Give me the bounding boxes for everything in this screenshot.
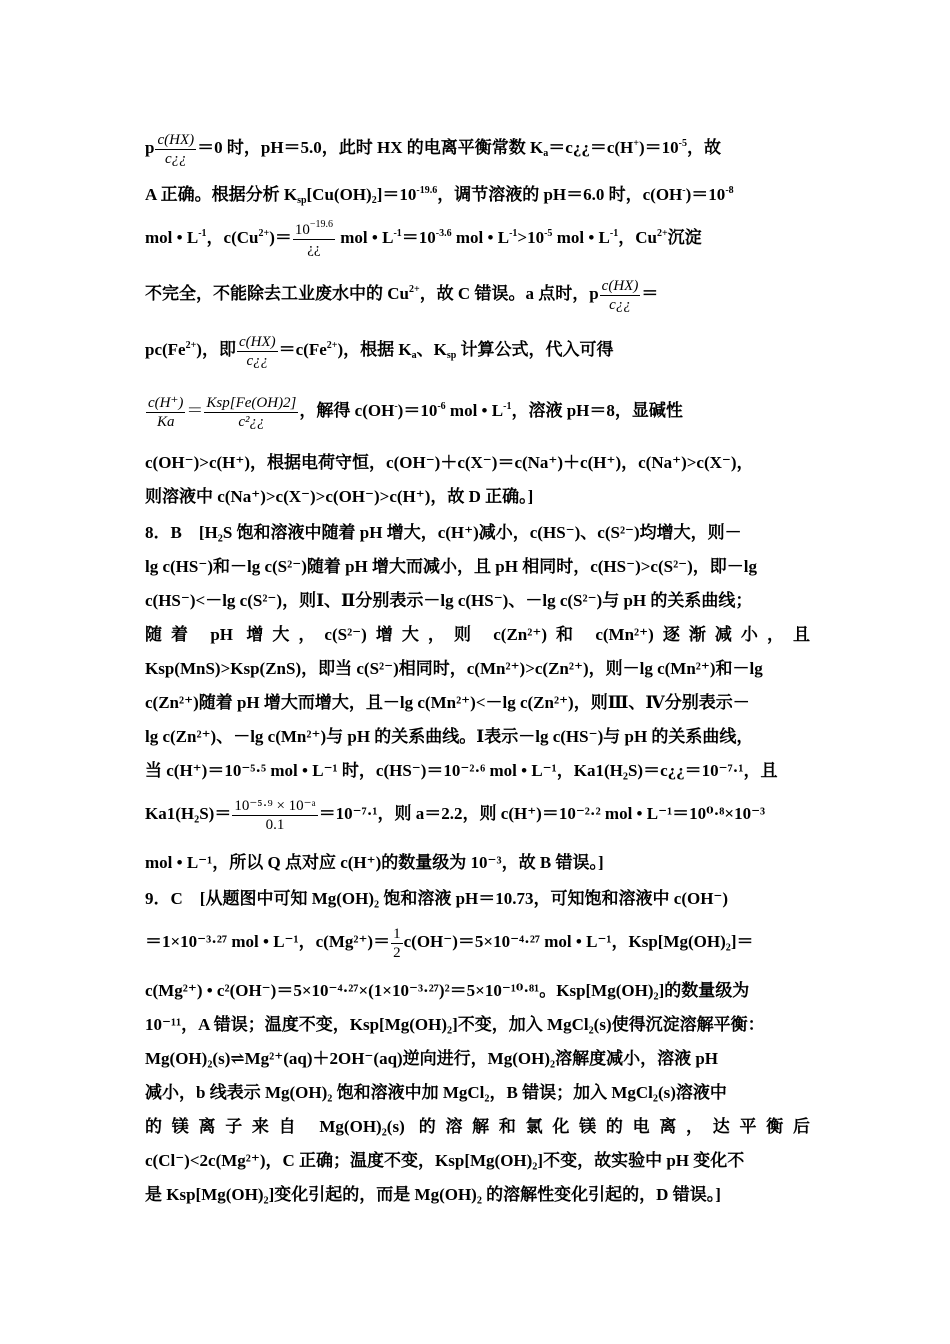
text: ＝c¿¿＝c(H xyxy=(548,138,634,157)
text-line-15: lg c(Zn²⁺)、－lg c(Mn²⁺)与 pH 的关系曲线。Ⅰ表示－lg c(HS⁻)与 pH 的关系曲线， xyxy=(145,727,754,746)
fraction-denominator: c¿¿ xyxy=(164,150,187,167)
text-line-5 xyxy=(145,328,810,372)
text: 不完全，不能除去工业废水中的 Cu xyxy=(145,284,409,303)
text-line-10: lg c(HS⁻)和－lg c(S²⁻)随着 pH 增大而减小，且 pH 相同时，c(HS⁻)>c(S²⁻)，即－lg xyxy=(145,557,758,576)
fraction xyxy=(232,797,317,834)
text: ，调节溶液的 pH＝6.0 时，c(OH xyxy=(437,185,683,204)
text-line-4 xyxy=(145,272,810,316)
fraction-denominator: 2 xyxy=(393,944,401,961)
text-line-13: Ksp(MnS)>Ksp(ZnS)，即当 c(S²⁻)相同时，c(Mn²⁺)>c(Zn²⁺)，则－lg c(Mn²⁺)和－lg xyxy=(145,659,763,678)
superscript: -1 xyxy=(198,228,207,239)
superscript: -8 xyxy=(725,185,734,196)
subscript: a xyxy=(411,350,417,361)
fraction xyxy=(600,277,641,314)
text-line-9: 8．B [H₂S 饱和溶液中随着 pH 增大，c(H⁺)减小，c(HS⁻)、c(S²⁻)均增大，则－ xyxy=(145,523,742,542)
text-line-11: c(HS⁻)<－lg c(S²⁻)，则Ⅰ、Ⅱ分别表示－lg c(HS⁻)、－lg c(S²⁻)与 pH 的关系曲线； xyxy=(145,591,753,610)
fraction-numerator: 1 xyxy=(393,925,401,942)
fraction-numerator: c(H⁺) xyxy=(148,394,184,411)
superscript: -1 xyxy=(393,228,402,239)
text: Ka1(H₂S)＝ xyxy=(145,804,232,823)
superscript: - xyxy=(682,185,686,196)
text: ＝10 xyxy=(401,228,436,247)
superscript: -3.6 xyxy=(435,228,452,239)
text-line-27: 是 Ksp[Mg(OH)₂]变化引起的，而是 Mg(OH)₂ 的溶解性变化引起的，D 错误。] xyxy=(145,1185,721,1204)
text: 10 xyxy=(294,221,310,238)
text: [Cu(OH) xyxy=(306,185,372,204)
subscript: sp xyxy=(297,195,307,206)
fraction-denominator: ¿¿ xyxy=(307,240,321,257)
text-line-17 xyxy=(145,792,810,836)
fraction xyxy=(293,218,335,258)
text: c(OH⁻)＝5×10⁻⁴·²⁷ mol • L⁻¹，Ksp[Mg(OH)₂]＝ xyxy=(403,932,754,951)
superscript: 2+ xyxy=(326,340,338,351)
text-line-21: c(Mg²⁺) • c²(OH⁻)＝5×10⁻⁴·²⁷×(1×10⁻³·²⁷)²＝5×10⁻¹⁰·⁸¹。Ksp[Mg(OH)₂]的数量级为 xyxy=(145,981,750,1000)
fraction xyxy=(391,925,403,962)
fraction-denominator: 0.1 xyxy=(265,816,285,833)
text-line-8: 则溶液中 c(Na⁺)>c(X⁻)>c(OH⁻)>c(H⁺)，故 D 正确。] xyxy=(145,487,534,506)
superscript: -1 xyxy=(503,401,512,412)
text: ＝ xyxy=(641,284,659,303)
superscript: -6 xyxy=(437,401,446,412)
text-line-22: 10⁻¹¹，A 错误；温度不变，Ksp[Mg(OH)₂]不变，加入 MgCl₂(s)使得沉淀溶解平衡： xyxy=(145,1015,765,1034)
text: ，解得 c(OH xyxy=(299,401,395,420)
fraction-denominator: c¿¿ xyxy=(609,296,631,313)
text-line-26: c(Cl⁻)<2c(Mg²⁺)，C 正确；温度不变，Ksp[Mg(OH)₂]不变，故实验中 pH 变化不 xyxy=(145,1151,745,1170)
text: ]＝10 xyxy=(376,185,417,204)
text-line-12: 随着 pH 增大，c(S²⁻)增大，则 c(Zn²⁺)和 c(Mn²⁺)逐渐减小，且 xyxy=(145,625,810,644)
text: A 正确。根据分析 K xyxy=(145,185,298,204)
fraction-numerator xyxy=(293,218,335,240)
text: pc(Fe xyxy=(145,340,186,359)
text: mol • L xyxy=(445,401,504,420)
text-line-2 xyxy=(145,184,810,206)
fraction xyxy=(146,394,185,431)
text: ＝1×10⁻³·²⁷ mol • L⁻¹，c(Mg²⁺)＝ xyxy=(145,932,391,951)
text: mol • L xyxy=(552,228,610,247)
superscript: -1 xyxy=(609,228,619,239)
text-line-6 xyxy=(145,386,810,436)
text: ＝10⁻⁷·¹，则 a＝2.2，则 c(H⁺)＝10⁻²·² mol • L⁻¹＝10⁰·⁸×10⁻³ xyxy=(318,804,766,823)
text: mol • L xyxy=(145,228,199,247)
text-line-3 xyxy=(145,216,810,260)
fraction-numerator: c(HX) xyxy=(238,333,276,350)
superscript: 2+ xyxy=(258,228,270,239)
text: )＝ xyxy=(269,228,292,247)
text-line-24: 减小，b 线表示 Mg(OH)₂ 饱和溶液中加 MgCl₂，B 错误；加入 MgCl₂(s)溶液中 xyxy=(145,1083,727,1102)
text: 计算公式，代入可得 xyxy=(456,340,614,359)
fraction xyxy=(237,333,278,370)
superscript: + xyxy=(633,138,639,149)
text: ，溶液 pH＝8，显碱性 xyxy=(511,401,683,420)
text: ，Cu xyxy=(618,228,657,247)
superscript: -1 xyxy=(509,228,518,239)
text-line-19: 9．C [从题图中可知 Mg(OH)₂ 饱和溶液 pH＝10.73，可知饱和溶液中 c(OH⁻) xyxy=(145,889,729,908)
fraction-numerator: c(HX) xyxy=(601,277,639,294)
text: ＝c(Fe xyxy=(278,340,327,359)
text: )，根据 K xyxy=(337,340,412,359)
subscript: a xyxy=(543,148,549,159)
text: 、K xyxy=(416,340,447,359)
superscript: 2+ xyxy=(408,284,420,295)
text: ，故 C 错误。a 点时，p xyxy=(419,284,599,303)
subscript: sp xyxy=(446,350,457,361)
text: )＝10 xyxy=(638,138,679,157)
fraction xyxy=(155,131,196,168)
subscript: 2 xyxy=(371,195,377,206)
text: p xyxy=(145,138,155,157)
superscript: -5 xyxy=(544,228,553,239)
text-line-20 xyxy=(145,920,810,964)
fraction-numerator: c(HX) xyxy=(157,131,195,148)
superscript: 2+ xyxy=(185,340,197,351)
fraction xyxy=(204,394,298,431)
fraction-denominator: c¿¿ xyxy=(246,352,269,369)
text: mol • L xyxy=(336,228,394,247)
text: ＝ xyxy=(186,401,204,420)
text-line-18: mol • L⁻¹，所以 Q 点对应 c(H⁺)的数量级为 10⁻³，故 B 错误。] xyxy=(145,853,604,872)
text: ，故 xyxy=(686,138,721,157)
superscript: - xyxy=(394,401,398,412)
superscript: −19.6 xyxy=(309,218,333,230)
text: mol • L xyxy=(451,228,510,247)
fraction-numerator: Ksp[Fe(OH)2] xyxy=(206,394,297,411)
text: )＝10 xyxy=(685,185,726,204)
text: >10 xyxy=(517,228,545,247)
text-line-25: 的镁离子来自 Mg(OH)₂(s) 的溶解和氯化镁的电离，达平衡后 xyxy=(145,1117,810,1136)
fraction-denominator: Ka xyxy=(156,413,175,430)
text: )＝10 xyxy=(397,401,438,420)
fraction-denominator: c²¿¿ xyxy=(238,413,265,430)
text-line-14: c(Zn²⁺)随着 pH 增大而增大，且－lg c(Mn²⁺)<－lg c(Zn²⁺)，则Ⅲ、Ⅳ分别表示－ xyxy=(145,693,750,712)
text: 沉淀 xyxy=(667,228,702,247)
text-line-23: Mg(OH)₂(s)⇌Mg²⁺(aq)＋2OH⁻(aq)逆向进行，Mg(OH)₂溶解度减小，溶液 pH xyxy=(145,1049,719,1068)
text: ＝0 时，pH＝5.0，此时 HX 的电离平衡常数 K xyxy=(197,138,544,157)
text-line-7: c(OH⁻)>c(H⁺)，根据电荷守恒，c(OH⁻)＋c(X⁻)＝c(Na⁺)＋c(H⁺)，c(Na⁺)>c(X⁻)， xyxy=(145,453,754,472)
text: ，c(Cu xyxy=(206,228,259,247)
superscript: -19.6 xyxy=(416,185,438,196)
fraction-numerator: 10⁻⁵·⁹ × 10⁻ᵃ xyxy=(234,797,316,814)
superscript: -5 xyxy=(678,138,687,149)
text: )，即 xyxy=(196,340,236,359)
superscript: 2+ xyxy=(656,228,668,239)
text-line-16: 当 c(H⁺)＝10⁻⁵·⁵ mol • L⁻¹ 时，c(HS⁻)＝10⁻²·⁶ mol • L⁻¹，Ka1(H₂S)＝c¿¿＝10⁻⁷·¹，且 xyxy=(145,761,778,780)
text-line-1 xyxy=(145,126,810,170)
